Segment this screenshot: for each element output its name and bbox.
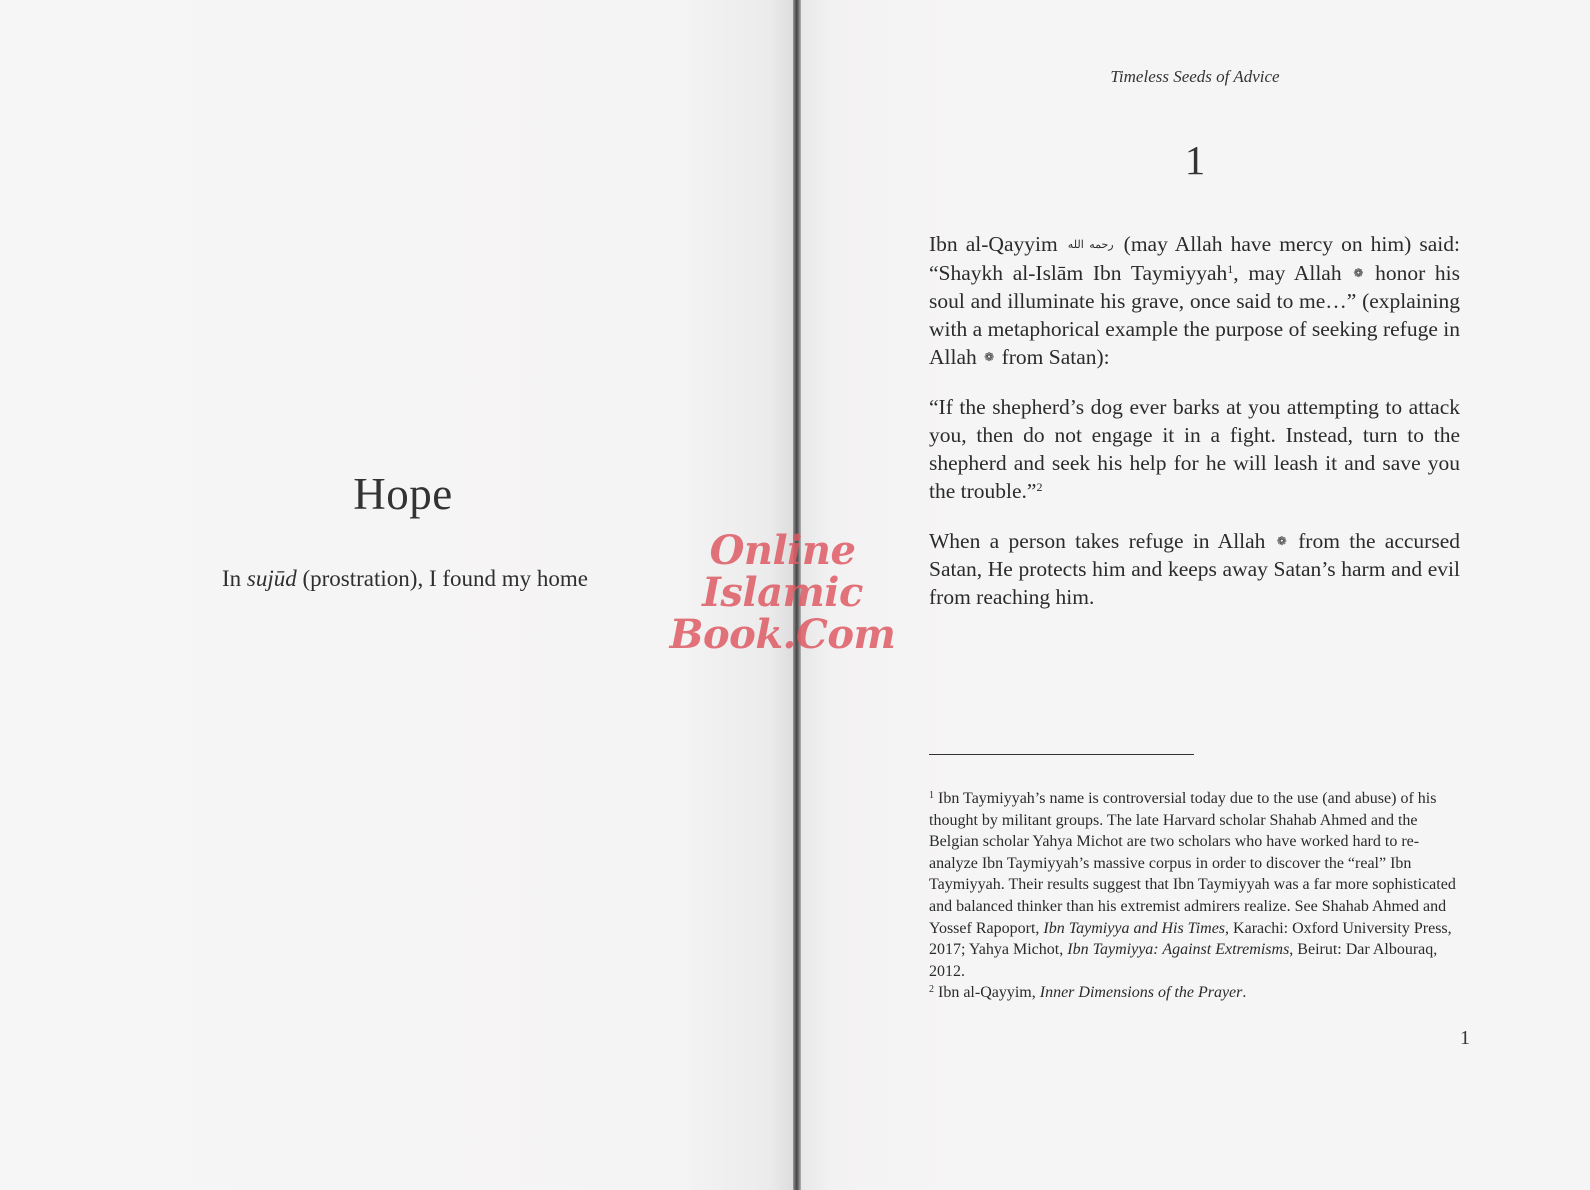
fn1-title-2: Ibn Taymiyya: Against Extremisms [1067, 941, 1290, 959]
footnote-1 [929, 788, 1457, 982]
fn2-text-a: Ibn al-Qayyim, [934, 984, 1040, 1002]
footnote-rule [929, 754, 1194, 755]
fn1-text-b: , Karachi: Oxford University Press, 2017; Yahya Michot, [929, 919, 1452, 959]
p1-text-d: honor his soul and illuminate his grave, once said to me…” (explaining with a metaphorical example the purpose of seeking refuge in Allah [929, 261, 1461, 369]
footnote-marker-2: 2 [929, 984, 934, 996]
footnote-ref-2[interactable]: 2 [1036, 480, 1043, 494]
p3-text-a: When a person takes refuge in Allah [929, 529, 1266, 553]
p3-text-b: from the accursed Satan, He protects him and keeps away Satan’s harm and evil from reaching him. [929, 529, 1460, 609]
chapter-title: Hope [353, 469, 453, 519]
footnote-marker-1: 1 [929, 790, 934, 801]
page-number: 1 [1460, 1027, 1470, 1049]
paragraph-2 [929, 393, 1460, 505]
paragraph-1 [929, 230, 1460, 371]
left-page [0, 0, 793, 1190]
subtitle-pre: In [221, 566, 247, 591]
fn2-title: Inner Dimensions of the Prayer [1039, 984, 1243, 1002]
paragraph-3 [929, 527, 1460, 611]
section-number: 1 [1184, 137, 1206, 183]
running-head: Timeless Seeds of Advice [1110, 67, 1280, 86]
body-text [929, 230, 1460, 633]
watermark-line-1: Online Islamic [702, 527, 863, 616]
p1-text-c: , may Allah [1233, 261, 1342, 285]
fn1-text-a: Ibn Taymiyyah’s name is controversial today due to the use (and abuse) of his thought by militant groups. The late Harvard scholar Shahab Ahmed and the Belgian scholar Yahya Michot are two scholars who have worked hard to re-analyze Ibn Taymiyyah’s massive corpus in order to discover the “real” Ibn Taymiyyah. Their results suggest that Ibn Taymiyyah was a far more sophisticated and balanced thinker than his extremist admirers realize. See Shahab Ahmed and Yossef Rapoport, [929, 790, 1456, 937]
fn2-text-b: . [1242, 984, 1247, 1002]
footnote-2 [929, 982, 1457, 1004]
fn1-title-1: Ibn Taymiyya and His Times [1043, 919, 1226, 937]
p1-text-a: Ibn al-Qayyim [929, 232, 1058, 256]
honorific-glyph-icon: ❁ [1276, 534, 1287, 548]
p2-text-a: “If the shepherd’s dog ever barks at you attempting to attack you, then do not engage it in a fight. Instead, turn to the shepherd and seek his help for he will leash it and save you the trouble.” [929, 395, 1460, 503]
watermark-line-2: Book.Com [669, 611, 896, 658]
book-gutter [793, 0, 801, 1190]
footnotes [929, 788, 1457, 1004]
chapter-subtitle [190, 566, 620, 592]
honorific-glyph-icon: ❁ [984, 350, 995, 364]
subtitle-post: (prostration), I found my home [296, 566, 589, 591]
subtitle-italic-term: sujūd [246, 566, 297, 591]
honorific-glyph-icon: ❁ [1353, 266, 1364, 280]
fn1-text-c: , Beirut: Dar Albouraq, 2012. [929, 941, 1438, 980]
p1-text-b: (may Allah have mercy on him) said: “Shaykh al-Islām Ibn Taymiyyah [929, 232, 1460, 285]
p1-text-e: from Satan): [996, 345, 1110, 369]
honorific-arabic: رحمه الله [1067, 239, 1114, 251]
footnote-ref-1[interactable]: 1 [1227, 262, 1234, 276]
